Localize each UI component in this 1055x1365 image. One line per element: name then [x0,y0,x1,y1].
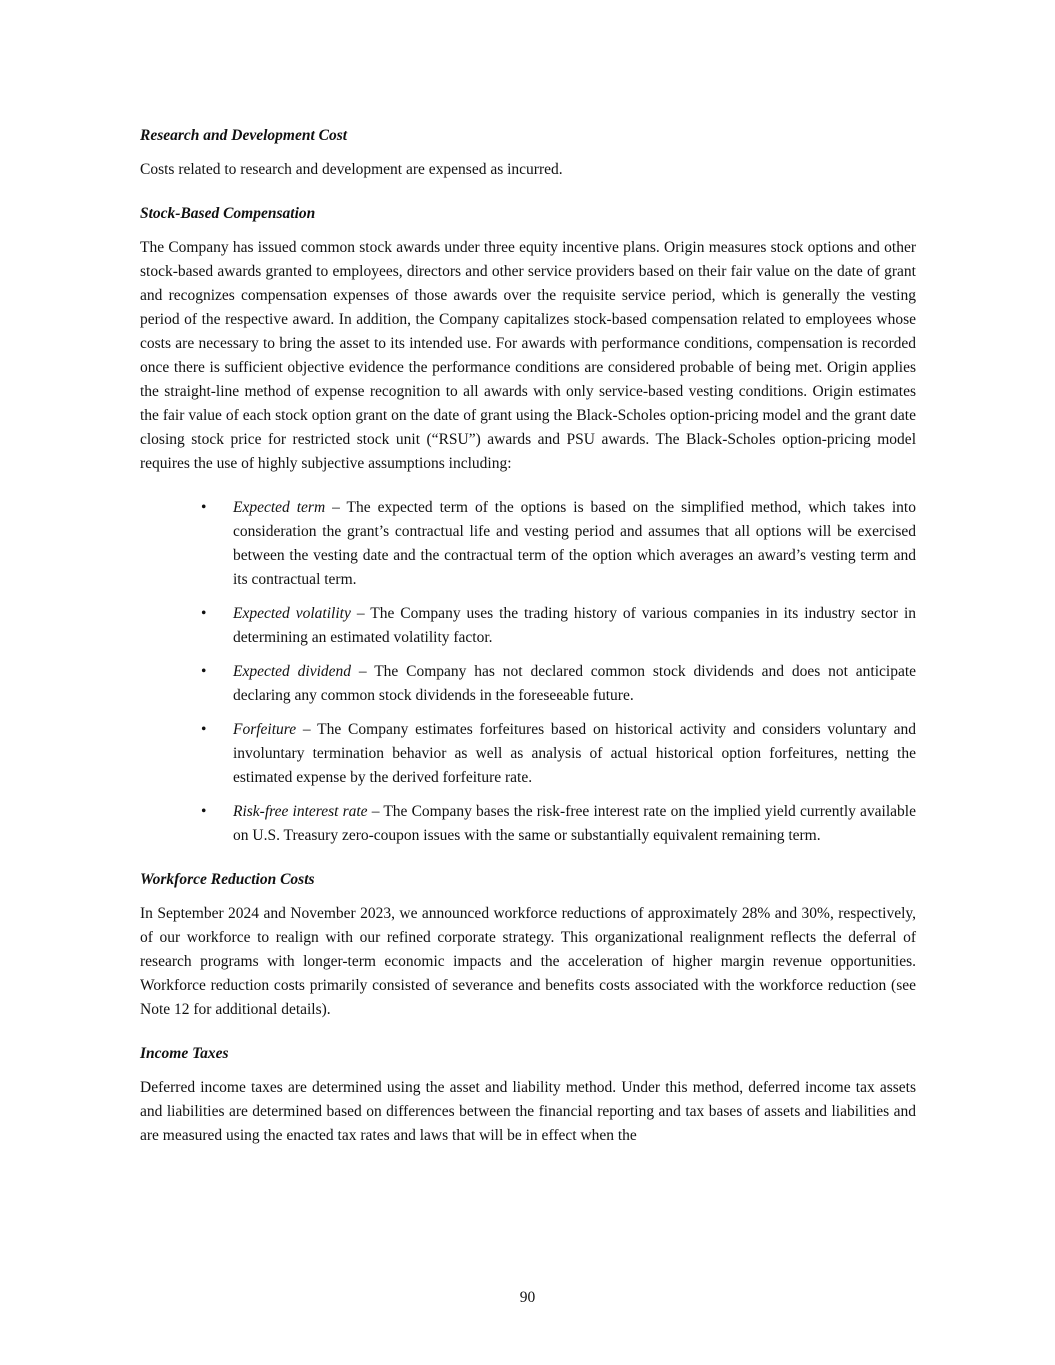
document-page [140,124,916,1168]
bullet-icon: • [201,605,207,622]
list-item-risk-free-rate [140,800,916,848]
paragraph-stock-based-compensation: The Company has issued common stock awards under three equity incentive plans. Origin measures stock options and other stock-based awards granted to employees, directors and other service providers based on their fair value on the date of grant and recognizes compensation expenses of those awards over the requisite service period, which is generally the vesting period of the respective award. In addition, the Company capitalizes stock-based compensation related to employees whose costs are necessary to bring the asset to its intended use. For awards with performance conditions, compensation is recorded once there is sufficient objective evidence the performance conditions are considered probable of being met. Origin applies the straight-line method of expense recognition to all awards with only service-based vesting conditions. Origin estimates the fair value of each stock option grant on the date of grant using the Black-Scholes option-pricing model and the grant date closing stock price for restricted stock unit (“RSU”) awards and PSU awards. The Black-Scholes option-pricing model requires the use of highly subjective assumptions including: [140,239,916,472]
bullet-icon: • [201,803,207,820]
heading-research-development: Research and Development Cost [140,127,348,144]
list-item-term: Expected term [233,499,326,516]
list-item-text: – The expected term of the options is based on the simplified method, which takes into consideration the grant’s contractual life and vesting period and assumes that all options will be exercised between the vesting date and the contractual term of the option which averages an award’s vesting term and its contractual term. [233,499,916,588]
list-item-term: Expected dividend [233,663,352,680]
paragraph-research-development: Costs related to research and development are expensed as incurred. [140,161,563,178]
list-item-expected-volatility [140,602,916,650]
list-item-term: Risk-free interest rate [233,803,368,820]
bullet-icon: • [201,663,207,680]
heading-income-taxes: Income Taxes [140,1045,229,1062]
bullet-icon: • [201,499,207,516]
heading-workforce-reduction: Workforce Reduction Costs [140,871,315,888]
list-item-text: – The Company has not declared common stock dividends and does not anticipate declaring any common stock dividends in the foreseeable future. [233,663,917,704]
list-item-expected-dividend [140,660,916,708]
list-item-text: – The Company estimates forfeitures based on historical activity and considers voluntary and involuntary termination behavior as well as analysis of actual historical option forfeitures, netting the estimated expense by the derived forfeiture rate. [233,721,916,786]
list-item-text: – The Company bases the risk-free interest rate on the implied yield currently available on U.S. Treasury zero-coupon issues with the same or substantially equivalent remaining term. [233,803,916,844]
paragraph-income-taxes: Deferred income taxes are determined using the asset and liability method. Under this method, deferred income tax assets and liabilities are determined based on differences between the financial reporting and tax bases of assets and liabilities and are measured using the enacted tax rates and laws that will be in effect when the [140,1079,916,1144]
bullet-icon: • [201,721,207,738]
list-item-text: – The Company uses the trading history of various companies in its industry sector in determining an estimated volatility factor. [233,605,917,646]
page-number: 90 [519,1289,536,1306]
paragraph-workforce-reduction: In September 2024 and November 2023, we announced workforce reductions of approximately 28% and 30%, respectively, of our workforce to realign with our refined corporate strategy. This organizational realignment reflects the deferral of research programs with longer-term economic impacts and the acceleration of higher margin revenue opportunities. Workforce reduction costs primarily consisted of severance and benefits costs associated with the workforce reduction (see Note 12 for additional details). [140,905,916,1018]
list-item-term: Forfeiture [233,721,297,738]
assumptions-list [140,496,916,848]
list-item-forfeiture [140,718,916,790]
heading-stock-based-compensation: Stock-Based Compensation [140,205,316,222]
list-item-term: Expected volatility [233,605,351,622]
list-item-expected-term [140,496,916,592]
